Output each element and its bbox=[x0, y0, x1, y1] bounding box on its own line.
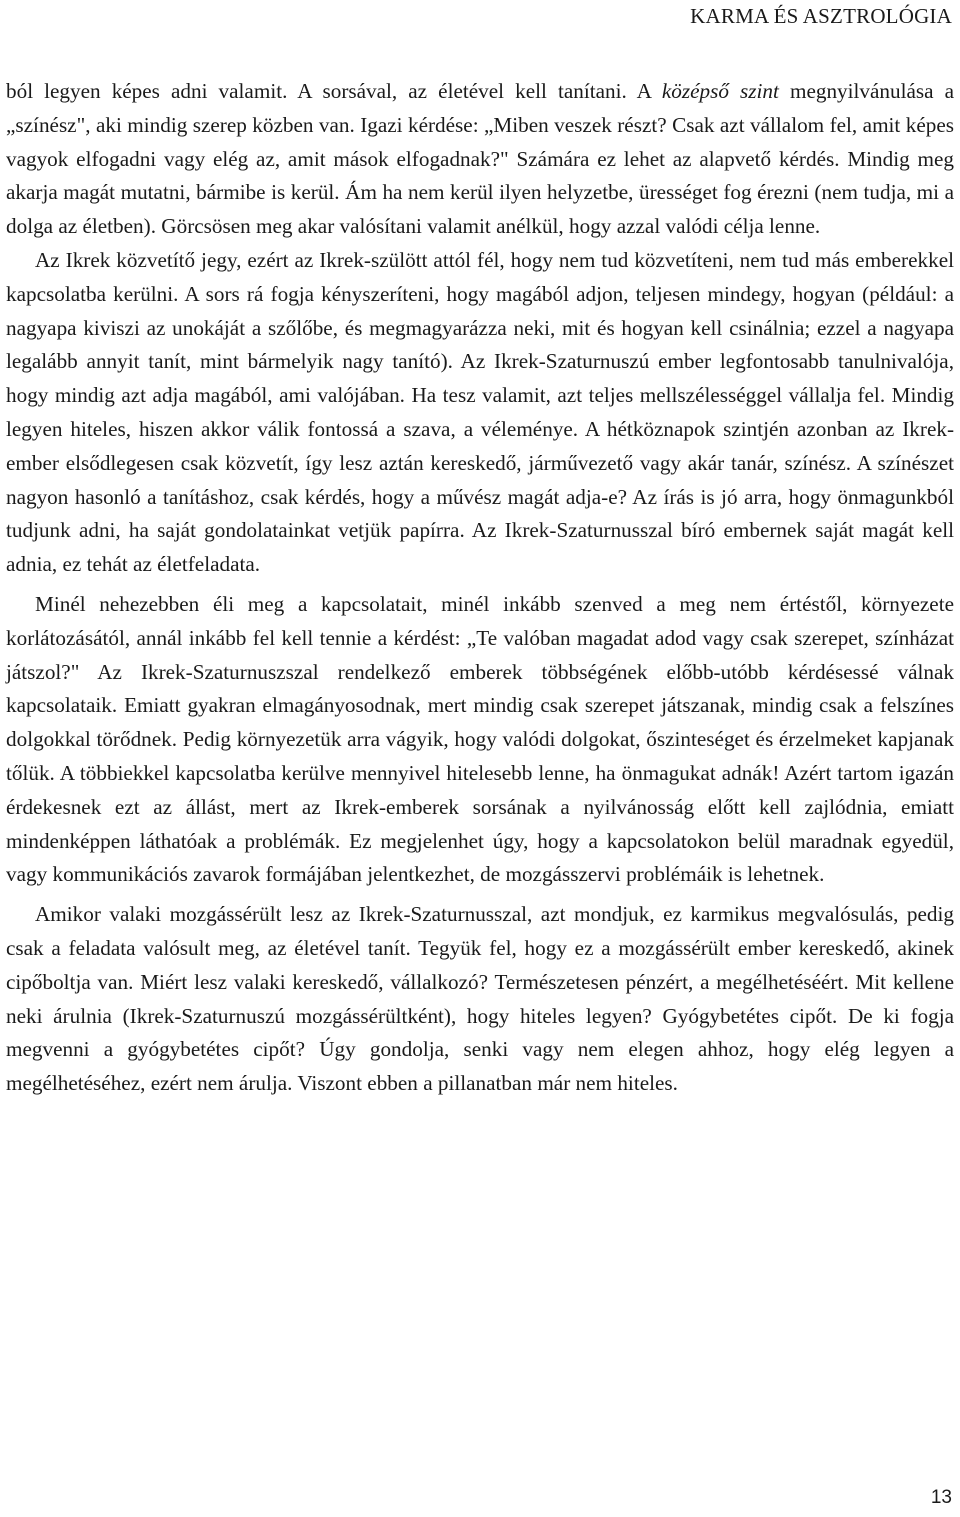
paragraph-4: Amikor valaki mozgássérült lesz az Ikrek-Szaturnusszal, azt mondjuk, ez karmikus megvalósulás, pedig csak a feladata valósult meg, az életével tanít. Tegyük fel, hogy ez a mozgássérült ember kereskedő, akinek cipőboltja van. Miért lesz valaki kereskedő, vállalkozó? Természetesen pénzért, a megélhetéséért. Mit kellene neki árulnia (Ikrek-Szaturnuszú mozgássérültként), hogy hiteles legyen? Gyógybetétes cipőt. De ki fogja megvenni a gyógybetétes cipőt? Úgy gondolja, senki vagy nem elegen ahhoz, hogy elég legyen a megélhetéséhez, ezért nem árulja. Viszont ebben a pillanatban már nem hiteles. bbox=[6, 902, 954, 1096]
paragraph-3: Minél nehezebben éli meg a kapcsolatait, minél inkább szenved a meg nem értéstől, környezete korlátozásától, annál inkább fel kell tennie a kérdést: „Te valóban magadat adod vagy csak szerepet, színházat játszol?" Az Ikrek-Szaturnuszszal rendelkező emberek többségének előbb-utóbb kérdésessé válnak kapcsolataik. Emiatt gyakran elmagányosodnak, mert mindig csak szerepet játszanak, mindig csak a felszínes dolgokkal törődnek. Pedig környezetük arra vágyik, hogy valódi dolgokat, őszinteséget és érzelmeket kapjanak tőlük. A többiekkel kapcsolatba kerülve mennyivel hitelesebb lenne, ha önmagukat adnák! Azért tartom igazán érdekesnek ezt az állást, mert az Ikrek-emberek sorsának a nyilvánosság előtt kell zajlódnia, emiatt mindenképpen láthatóak a problémák. Ez megjelenhet úgy, hogy a kapcsolatokon belül maradnak egyedül, vagy kommunikációs zavarok formájában jelentkezhet, de mozgásszervi problémáik is lehetnek. bbox=[6, 591, 954, 887]
running-header: KARMA ÉS ASZTROLÓGIA bbox=[690, 4, 952, 28]
paragraph-1-italic-term: középső szint bbox=[661, 79, 779, 103]
paragraph-1-lead: ból legyen képes adni valamit. A sorsával, az életével kell tanítani. A bbox=[6, 79, 662, 103]
paragraph-1 bbox=[6, 75, 954, 244]
article-body bbox=[6, 75, 954, 1101]
page-number: 13 bbox=[930, 1487, 952, 1508]
paragraph-2: Az Ikrek közvetítő jegy, ezért az Ikrek-szülött attól fél, hogy nem tud közvetíteni, nem tud más emberekkel kapcsolatba kerülni. A sors rá fogja kényszeríteni, hogy magából adjon, teljesen mindegy, hogyan (például: a nagyapa kiviszi az unokáját a szőlőbe, és megmagyarázza neki, mit és hogyan kell csinálnia; ezzel a nagyapa legalább annyit tanít, mint bármelyik nagy tanító). Az Ikrek-Szaturnuszú ember legfontosabb tanulnivalója, hogy mindig azt adja magából, ami valójában. Ha tesz valamit, azt teljes mellszélességgel vállalja fel. Mindig legyen hiteles, hiszen akkor válik fontossá a szava, a véleménye. A hétköznapok szintjén azonban az Ikrek-ember elsődlegesen csak közvetít, így lesz aztán kereskedő, járművezető vagy akár tanár, színész. A színészet nagyon hasonló a tanításhoz, csak kérdés, hogy a művész magát adja-e? Az írás is jó arra, hogy önmagunkból tudjunk adni, ha saját gondolatainkat vetjük papírra. Az Ikrek-Szaturnusszal bíró embernek saját magát kell adnia, ez tehát az életfeladata. bbox=[6, 247, 954, 577]
paragraph-1-rest: megnyilvánulása a „színész", aki mindig szerep közben van. Igazi kérdése: „Miben veszek részt? Csak azt vállalom fel, amit képes vagyok elfogadni vagy elég az, amit mások elfogadnak?" Számára ez lehet az alapvető kérdés. Mindig meg akarja magát mutatni, bármibe is kerül. Ám ha nem kerül ilyen helyzetbe, ürességet fog érezni (nem tudja, mi a dolga az életben). Görcsösen meg akar valósítani valamit anélkül, hogy azzal valódi célja lenne. bbox=[6, 79, 955, 239]
